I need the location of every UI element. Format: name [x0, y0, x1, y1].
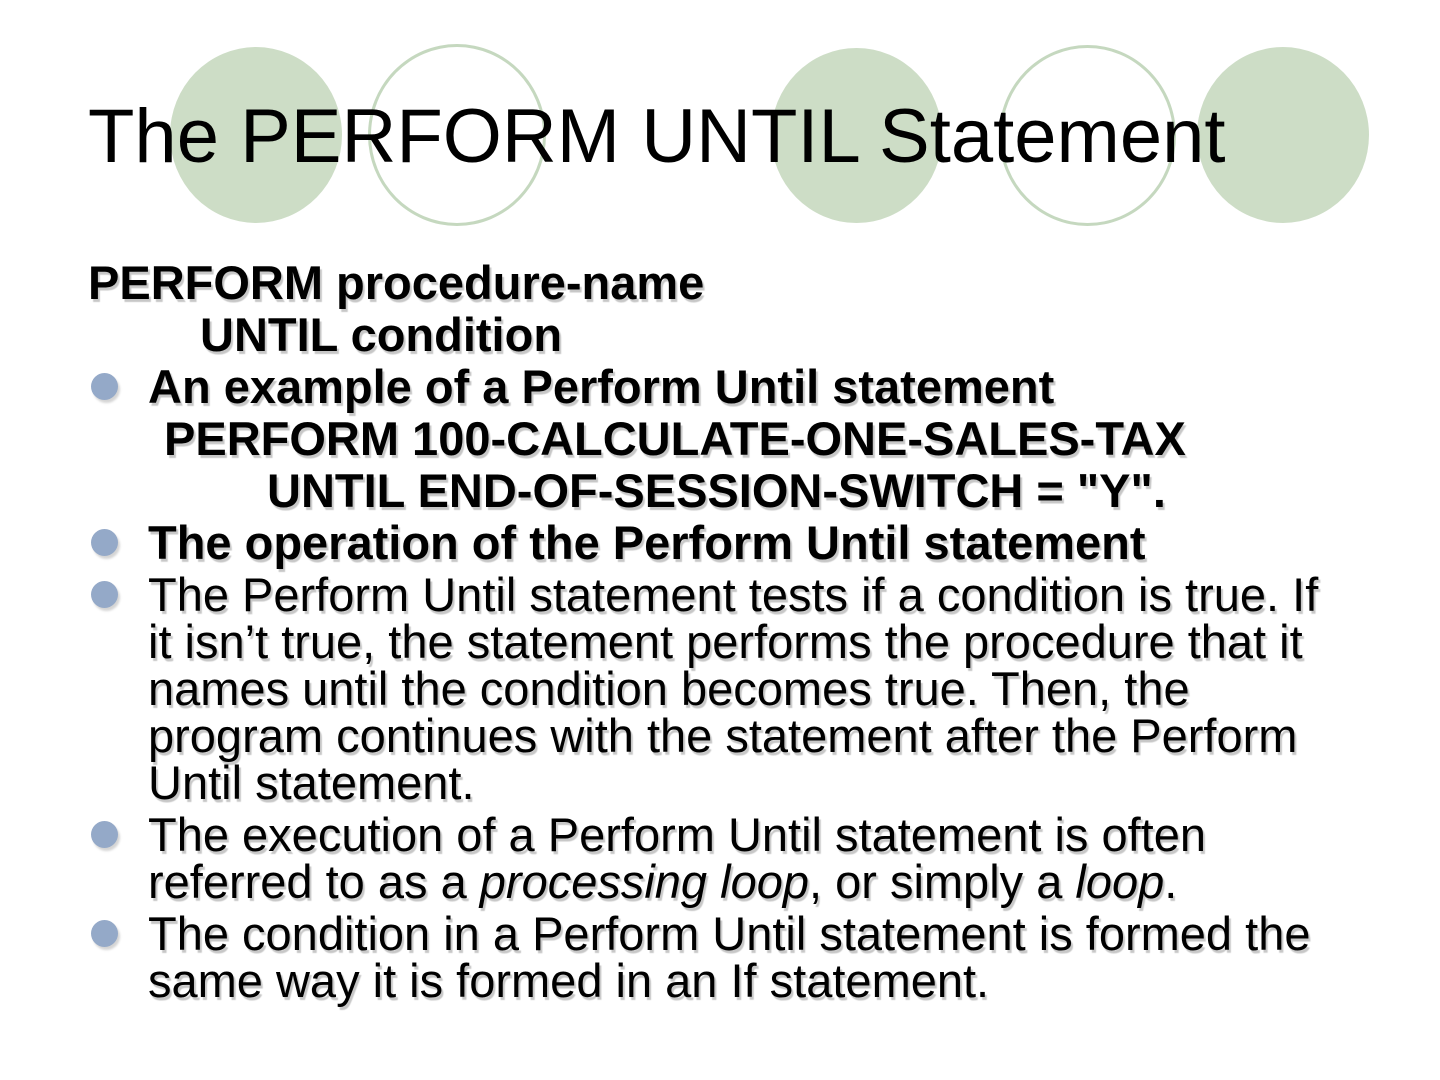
bullet-text: The execution of a Perform Until statement is often referred to as a processing loop, or simply a loop.: [148, 808, 1207, 908]
bullet-item: [88, 808, 1388, 908]
bullet-text: An example of a Perform Until statement: [148, 360, 1055, 413]
bullet-text: The condition in a Perform Until statement is formed the same way it is formed in an If statement.: [148, 907, 1311, 1007]
bullet-icon: [91, 529, 118, 556]
bullet-text: The operation of the Perform Until statement: [148, 516, 1146, 569]
code-line: UNTIL END-OF-SESSION-SWITCH = "Y".: [267, 464, 1166, 517]
bullet-item: [88, 568, 1388, 809]
code-line: UNTIL condition: [200, 308, 563, 361]
bullet-icon: [91, 920, 118, 947]
bullet-item: [88, 360, 1388, 413]
bullet-icon: [91, 373, 118, 400]
bullet-icon: [91, 821, 118, 848]
code-line: PERFORM 100-CALCULATE-ONE-SALES-TAX: [164, 412, 1186, 465]
slide-body: [88, 256, 1388, 1009]
code-line: PERFORM procedure-name: [88, 256, 705, 309]
bullet-icon: [91, 581, 118, 608]
bullet-text: The Perform Until statement tests if a condition is true. If it isn’t true, the statement performs the procedure that it names until the condition becomes true. Then, the program continues with the statement after the Perform Until statement.: [148, 568, 1319, 809]
slide-title: The PERFORM UNTIL Statement: [88, 94, 1226, 179]
bullet-item: [88, 516, 1388, 569]
bullet-item: [88, 907, 1388, 1007]
